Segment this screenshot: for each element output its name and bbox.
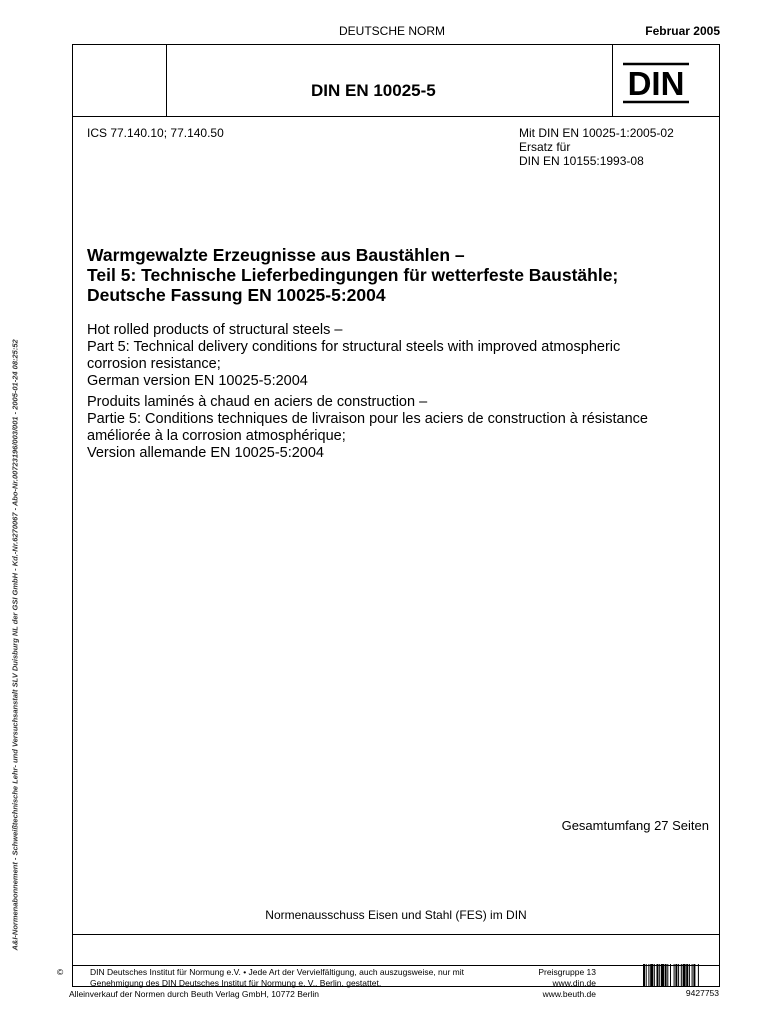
publication-date: Februar 2005 xyxy=(645,24,720,38)
barcode xyxy=(643,964,719,987)
divider xyxy=(612,45,613,116)
barcode-bar xyxy=(674,964,675,987)
barcode-bar xyxy=(698,964,699,987)
copyright-line: Genehmigung des DIN Deutsches Institut für Normung e. V., Berlin, gestattet. xyxy=(90,978,382,988)
total-pages: Gesamtumfang 27 Seiten xyxy=(561,818,709,833)
relation-block xyxy=(519,126,674,168)
relation-line: Mit DIN EN 10025-1:2005-02 xyxy=(519,126,674,140)
relation-line: Ersatz für xyxy=(519,140,571,154)
barcode-bar xyxy=(670,964,671,987)
title-line: Teil 5: Technische Lieferbedingungen für wetterfeste Baustähle; xyxy=(87,265,619,285)
barcode-bar xyxy=(686,964,688,987)
beuth-url[interactable]: www.beuth.de xyxy=(542,989,596,999)
side-note: A&I-Normenabonnement - Schweißtechnische Lehr- und Versuchsanstalt SLV Duisburg NL der GSI GmbH - Kd.-Nr.6270067 - Abo-Nr.00723196/003/001 - 2005-01-24 08:25:52 xyxy=(10,339,20,951)
norm-type: DEUTSCHE NORM xyxy=(339,24,446,38)
divider xyxy=(73,934,719,935)
din-url[interactable]: www.din.de xyxy=(552,978,596,988)
page-header xyxy=(0,24,768,40)
copyright-line: DIN Deutsches Institut für Normung e.V. • Jede Art der Vervielfältigung, auch auszugsweise, nur mit xyxy=(90,967,465,977)
price-info xyxy=(506,967,596,1000)
title-english xyxy=(87,322,707,390)
title-line: Partie 5: Conditions techniques de livraison pour les aciers de construction à résistance xyxy=(87,411,648,427)
barcode-bar xyxy=(643,964,645,987)
copyright-symbol: © xyxy=(57,967,64,977)
divider xyxy=(73,965,719,966)
title-line: Deutsche Fassung EN 10025-5:2004 xyxy=(87,285,386,305)
committee: Normenausschuss Eisen und Stahl (FES) im DIN xyxy=(265,908,527,922)
divider xyxy=(73,116,719,117)
barcode-bar xyxy=(665,964,667,987)
barcode-bar xyxy=(667,964,668,987)
logo-text: DIN xyxy=(627,65,685,102)
document-number: DIN EN 10025-5 xyxy=(311,81,436,100)
title-line: corrosion resistance; xyxy=(87,356,221,372)
barcode-number: 9427753 xyxy=(685,988,719,998)
title-line: Produits laminés à chaud en aciers de construction – xyxy=(87,394,428,410)
barcode-bar xyxy=(654,964,655,987)
title-line: Hot rolled products of structural steels – xyxy=(87,322,343,338)
barcode-bar xyxy=(650,964,653,987)
document-frame xyxy=(72,44,720,987)
ics-code: ICS 77.140.10; 77.140.50 xyxy=(87,126,224,140)
title-line: German version EN 10025-5:2004 xyxy=(87,373,308,389)
barcode-bar xyxy=(683,964,686,987)
barcode-bar xyxy=(681,964,682,987)
title-line: Warmgewalzte Erzeugnisse aus Baustählen – xyxy=(87,245,465,265)
sales-notice: Alleinverkauf der Normen durch Beuth Verlag GmbH, 10772 Berlin xyxy=(69,989,319,999)
barcode-bar xyxy=(675,964,677,987)
barcode-bar xyxy=(693,964,695,987)
din-logo xyxy=(622,62,690,104)
barcode-bar xyxy=(648,964,649,987)
title-line: améliorée à la corrosion atmosphérique; xyxy=(87,428,346,444)
title-line: Part 5: Technical delivery conditions for structural steels with improved atmospheric xyxy=(87,339,621,355)
barcode-bar xyxy=(692,964,693,987)
title-german xyxy=(87,245,618,305)
divider xyxy=(166,45,167,116)
barcode-bar xyxy=(659,964,660,987)
barcode-bar xyxy=(646,964,647,987)
barcode-bar xyxy=(657,964,659,987)
barcode-bar xyxy=(689,964,690,987)
barcode-bar xyxy=(661,964,664,987)
title-line: Version allemande EN 10025-5:2004 xyxy=(87,445,324,461)
price-group: Preisgruppe 13 xyxy=(538,967,596,977)
barcode-bar xyxy=(678,964,679,987)
relation-line: DIN EN 10155:1993-08 xyxy=(519,154,644,168)
title-french xyxy=(87,394,713,462)
